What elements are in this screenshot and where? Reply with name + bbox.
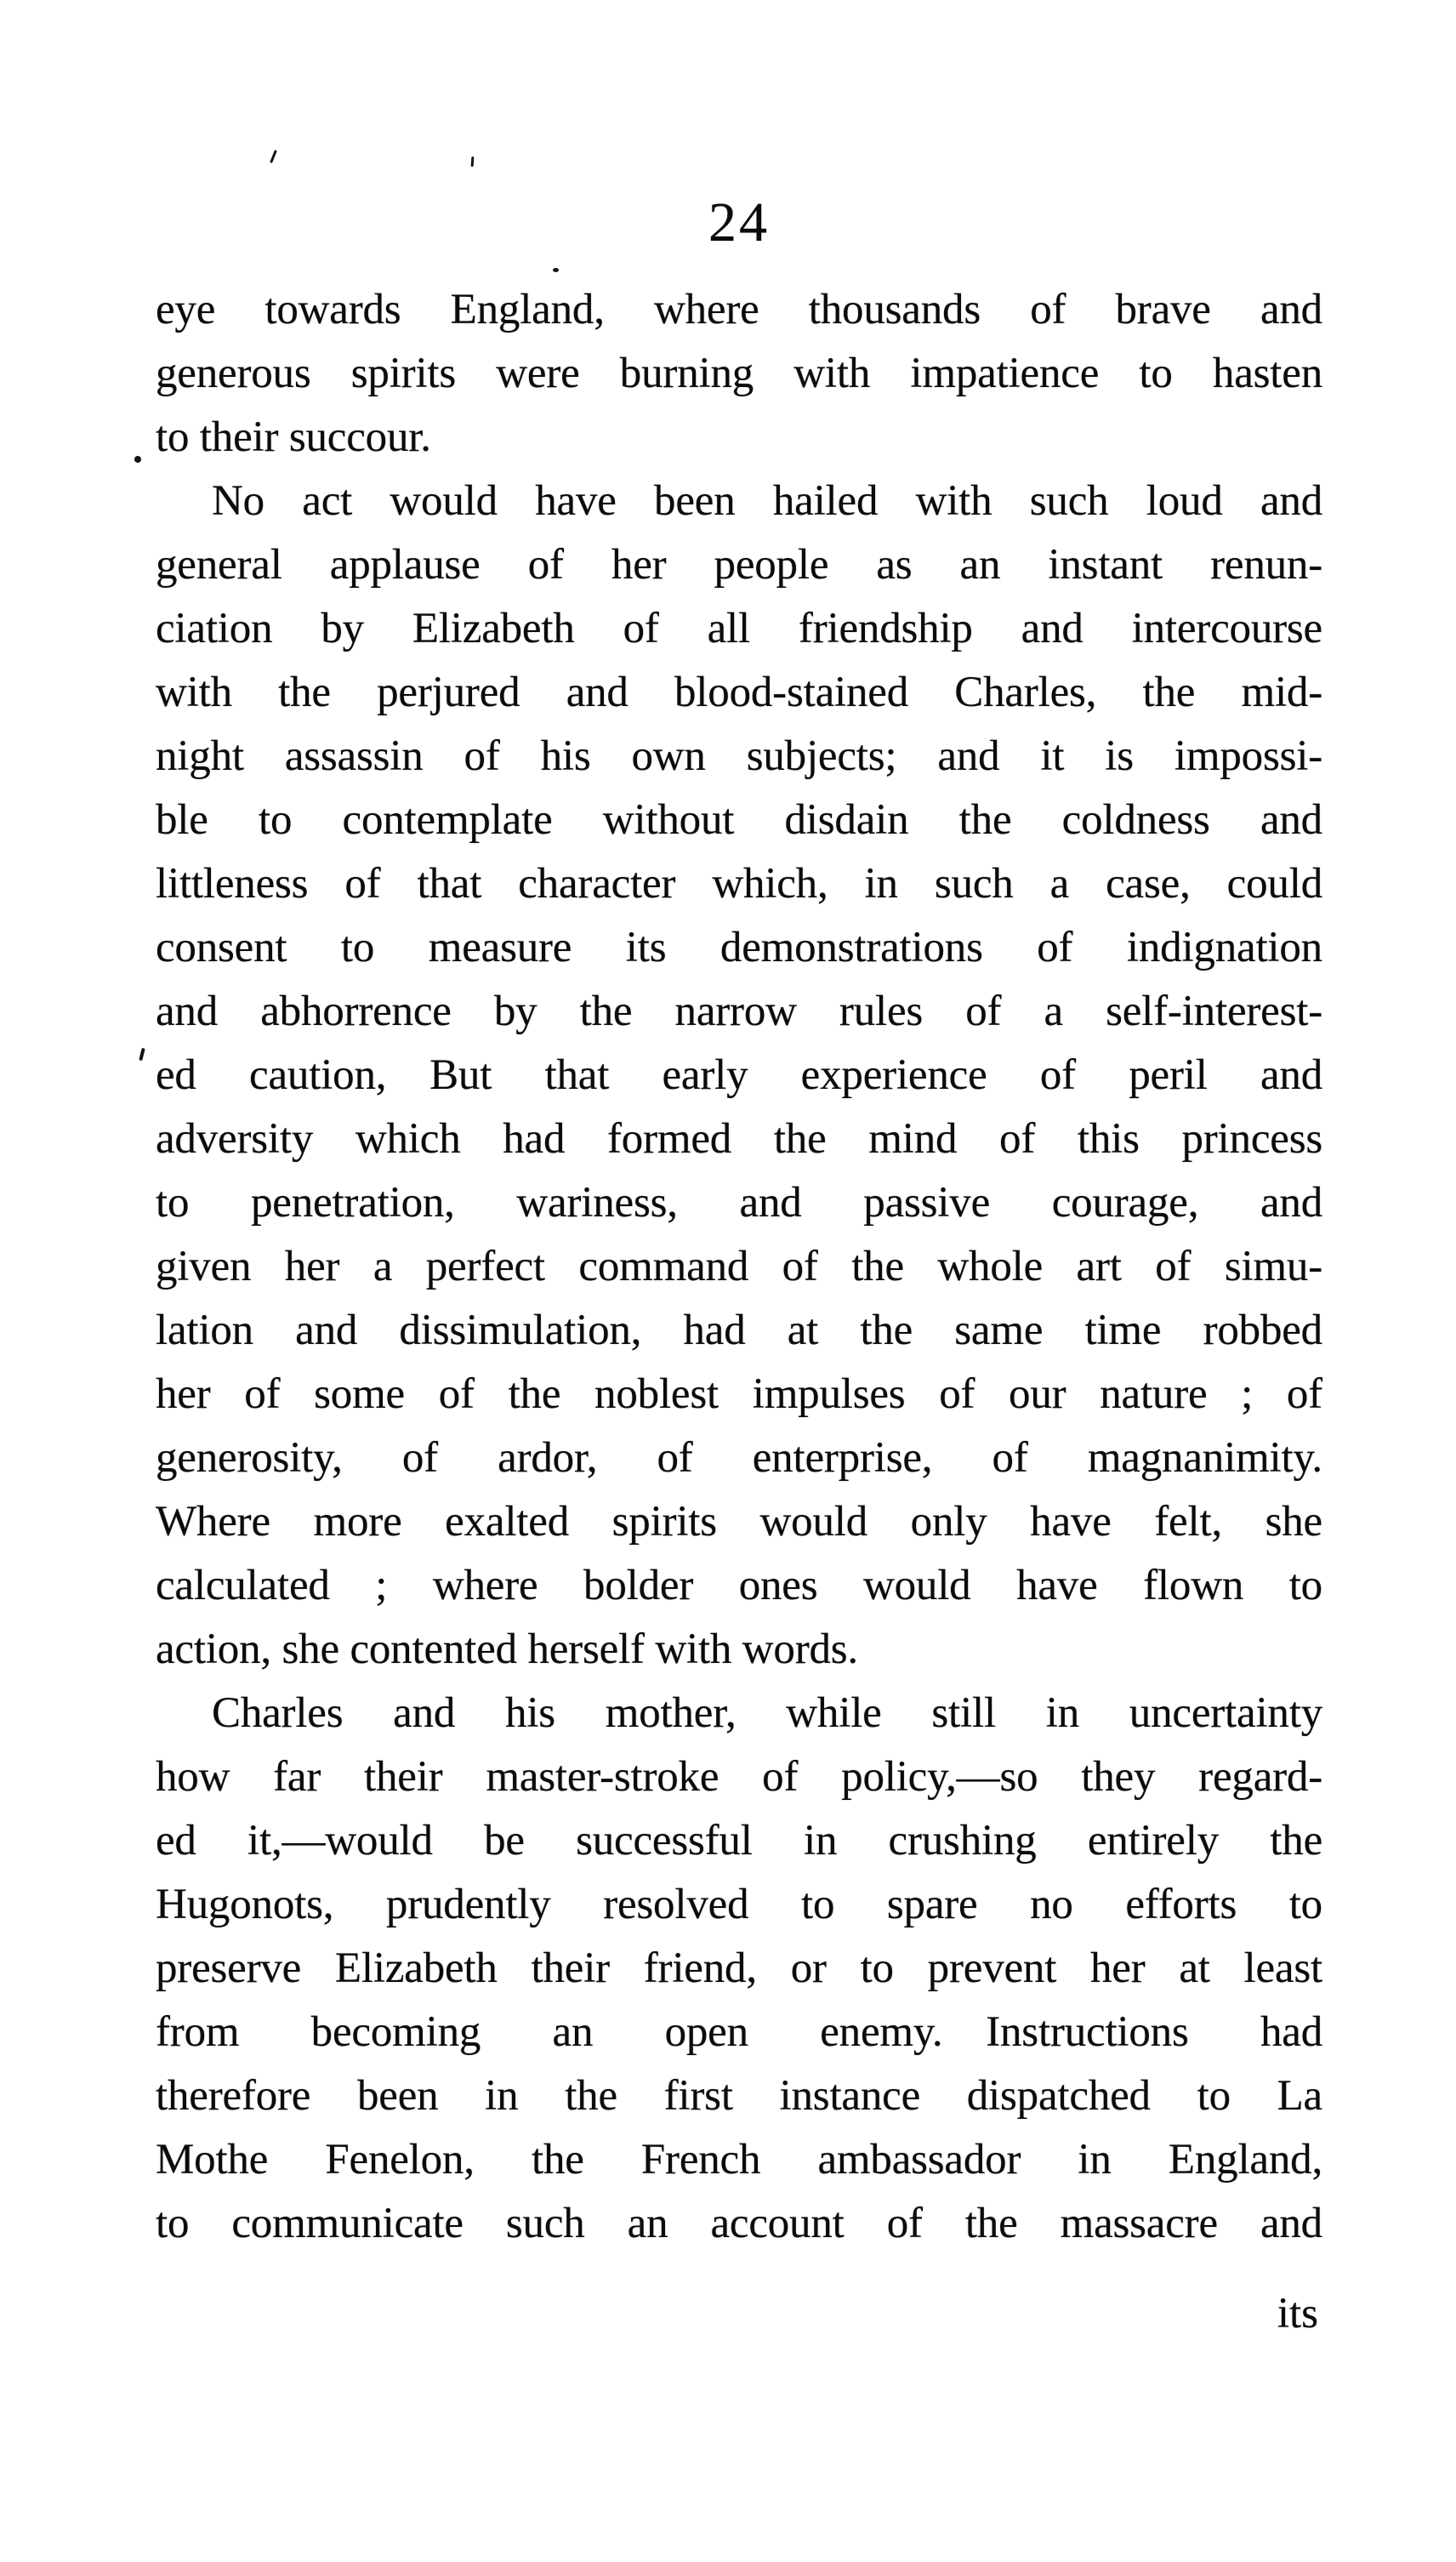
text-line: to their succour.: [156, 413, 431, 461]
text-line: lation and dissimulation, had at the same time robbed: [156, 1307, 1322, 1354]
text-line: adversity which had formed the mind of this princess: [156, 1115, 1322, 1163]
text-line: littleness of that character which, in such a case, could: [156, 860, 1322, 908]
page-text: [156, 278, 1322, 2256]
text-line: eye towards England, where thousands of brave and: [156, 286, 1322, 333]
text-line: action, she contented herself with words.: [156, 1625, 858, 1673]
text-line: to communicate such an account of the massacre and: [156, 2200, 1322, 2247]
text-line: Where more exalted spirits would only have felt, she: [156, 1498, 1322, 1546]
scan-artifact: [270, 150, 277, 163]
text-line: ed caution, But that early experience of peril and: [156, 1051, 1322, 1099]
paragraph: [156, 470, 1322, 1682]
text-line: ed it,—would be successful in crushing entirely the: [156, 1817, 1322, 1865]
text-line: Mothe Fenelon, the French ambassador in England,: [156, 2136, 1322, 2183]
text-line: preserve Elizabeth their friend, or to prevent her at least: [156, 1944, 1322, 1992]
text-line: Hugonots, prudently resolved to spare no efforts to: [156, 1881, 1322, 1928]
text-line: night assassin of his own subjects; and it is impossi-: [156, 732, 1322, 780]
text-line: ble to contemplate without disdain the coldness and: [156, 796, 1322, 844]
text-line: and abhorrence by the narrow rules of a self-interest-: [156, 988, 1322, 1035]
text-line: Charles and his mother, while still in uncertainty: [212, 1689, 1322, 1737]
text-line: generosity, of ardor, of enterprise, of magnanimity.: [156, 1434, 1322, 1482]
text-line: to penetration, wariness, and passive courage, and: [156, 1179, 1322, 1227]
text-line: generous spirits were burning with impatience to hasten: [156, 350, 1322, 397]
page-number: 24: [708, 191, 770, 253]
scan-artifact: [553, 268, 559, 272]
text-line: given her a perfect command of the whole art of simu-: [156, 1243, 1322, 1290]
text-line: calculated ; where bolder ones would have flown to: [156, 1562, 1322, 1609]
text-line: from becoming an open enemy. Instructions had: [156, 2008, 1322, 2056]
text-line: how far their master-stroke of policy,—so they regard-: [156, 1753, 1322, 1801]
paragraph: [156, 1682, 1322, 2256]
text-line: No act would have been hailed with such loud and: [212, 477, 1322, 525]
scan-artifact: [134, 456, 141, 463]
catchword: its: [1277, 2290, 1318, 2337]
text-line: ciation by Elizabeth of all friendship and intercourse: [156, 605, 1322, 652]
text-line: consent to measure its demonstrations of indignation: [156, 924, 1322, 971]
scan-artifact: [471, 157, 475, 167]
paragraph: [156, 278, 1322, 470]
text-line: with the perjured and blood-stained Charles, the mid-: [156, 669, 1322, 716]
scan-artifact: [139, 1048, 145, 1062]
text-line: her of some of the noblest impulses of our nature ; of: [156, 1370, 1322, 1418]
text-line: general applause of her people as an instant renun-: [156, 541, 1322, 589]
text-line: therefore been in the first instance dispatched to La: [156, 2072, 1322, 2120]
